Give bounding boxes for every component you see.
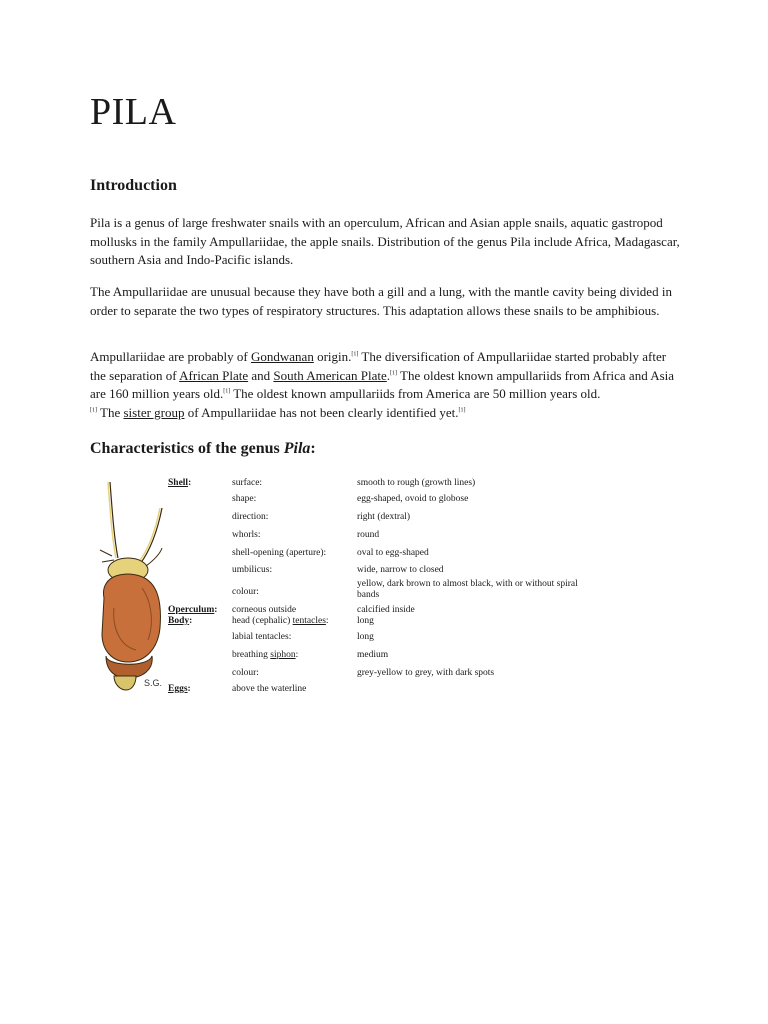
category-colon: : — [187, 684, 191, 694]
heading-prefix: Characteristics of the genus — [90, 440, 284, 457]
text-span: The — [97, 404, 124, 420]
property-label: shape: — [232, 494, 257, 504]
category-label: Shell — [168, 478, 189, 488]
citation-ref[interactable]: [1] — [390, 370, 398, 377]
property-value: wide, narrow to closed — [357, 565, 444, 575]
category-label: Body — [168, 616, 190, 626]
property-label: above the waterline — [232, 684, 307, 694]
citation-ref[interactable]: [1] — [223, 388, 231, 395]
property-label: colour: — [232, 587, 259, 597]
citation-ref[interactable]: [1] — [90, 407, 97, 414]
intro-paragraph-1: Pila is a genus of large freshwater snails with an operculum, African and Asian apple snails, aquatic gastropod mollusks in the family Ampullariidae, the apple snails. Distribution of the genus Pila include Africa, Madagascar, southern Asia and Indo-Pacific islands. — [90, 215, 680, 267]
illustration-credit: S.G. — [144, 678, 163, 688]
text-span: The diversification of Ampullariidae started probably after the separation of — [90, 349, 667, 383]
property-label — [232, 650, 298, 661]
text-span: head (cephalic) — [232, 616, 293, 626]
property-label — [232, 616, 329, 627]
category-colon: : — [214, 605, 218, 615]
text-span: and — [248, 367, 274, 383]
link-tentacles[interactable]: tentacles — [292, 616, 326, 626]
category-label: Operculum — [168, 605, 215, 615]
category-label: Eggs — [168, 684, 188, 694]
intro-paragraph-3 — [90, 348, 680, 422]
characteristics-heading — [90, 440, 316, 458]
property-value: smooth to rough (growth lines) — [357, 478, 476, 488]
property-label: labial tentacles: — [232, 632, 292, 642]
link-sister-group[interactable]: sister group — [123, 404, 185, 420]
heading-genus: Pila — [283, 440, 311, 457]
property-value: egg-shaped, ovoid to globose — [357, 494, 469, 504]
text-span: : — [325, 616, 329, 626]
page-title: PILA — [90, 91, 177, 133]
text-span: The oldest known ampullariids from Africa and Asia are 160 million years old. — [90, 367, 675, 401]
property-value: right (dextral) — [357, 512, 411, 522]
property-value: round — [357, 530, 380, 540]
property-label: whorls: — [232, 530, 261, 540]
text-span: The oldest known ampullariids from America are 50 million years old. — [230, 386, 601, 401]
property-label: umbilicus: — [232, 565, 273, 575]
text-span: . — [386, 367, 391, 383]
text-span: Ampullariidae are probably of — [90, 349, 251, 364]
category-eggs[interactable] — [168, 684, 191, 695]
text-span: breathing — [232, 650, 271, 660]
property-value: medium — [357, 650, 389, 660]
text-span: of Ampullariidae has not been clearly identified yet. — [184, 404, 459, 420]
property-value: yellow, dark brown to almost black, with or without spiral bands — [357, 579, 578, 600]
link-african-plate[interactable]: African Plate — [179, 367, 249, 383]
property-label: colour: — [232, 668, 259, 678]
property-value: calcified inside — [357, 605, 415, 615]
citation-ref[interactable]: [1] — [351, 351, 359, 358]
introduction-heading: Introduction — [90, 177, 177, 194]
intro-paragraph-2: The Ampullariidae are unusual because they have both a gill and a lung, with the mantle cavity being divided in order to separate the two types of respiratory structures. This adaptation allows these snails to be amphibious. — [90, 284, 672, 318]
property-value: oval to egg-shaped — [357, 548, 429, 558]
category-colon: : — [188, 478, 192, 488]
property-value: grey-yellow to grey, with dark spots — [357, 668, 495, 678]
property-value: long — [357, 616, 374, 626]
text-span: : — [295, 650, 299, 660]
citation-ref[interactable]: [1] — [458, 407, 466, 414]
category-shell[interactable] — [168, 478, 191, 489]
link-gondwanan[interactable]: Gondwanan — [251, 349, 314, 364]
heading-suffix: : — [310, 440, 316, 457]
property-label: corneous outside — [232, 605, 297, 615]
category-colon: : — [189, 616, 193, 626]
category-operculum[interactable] — [168, 605, 217, 616]
property-label: surface: — [232, 478, 263, 488]
link-siphon[interactable]: siphon — [270, 650, 296, 660]
snail-drawing — [92, 478, 172, 698]
category-body[interactable] — [168, 616, 192, 627]
property-value: long — [357, 632, 374, 642]
text-span: origin. — [313, 349, 352, 364]
pila-snail-illustration — [92, 478, 172, 698]
property-label: shell-opening (aperture): — [232, 548, 327, 558]
property-label: direction: — [232, 512, 269, 522]
link-south-american-plate[interactable]: South American Plate — [273, 367, 387, 383]
